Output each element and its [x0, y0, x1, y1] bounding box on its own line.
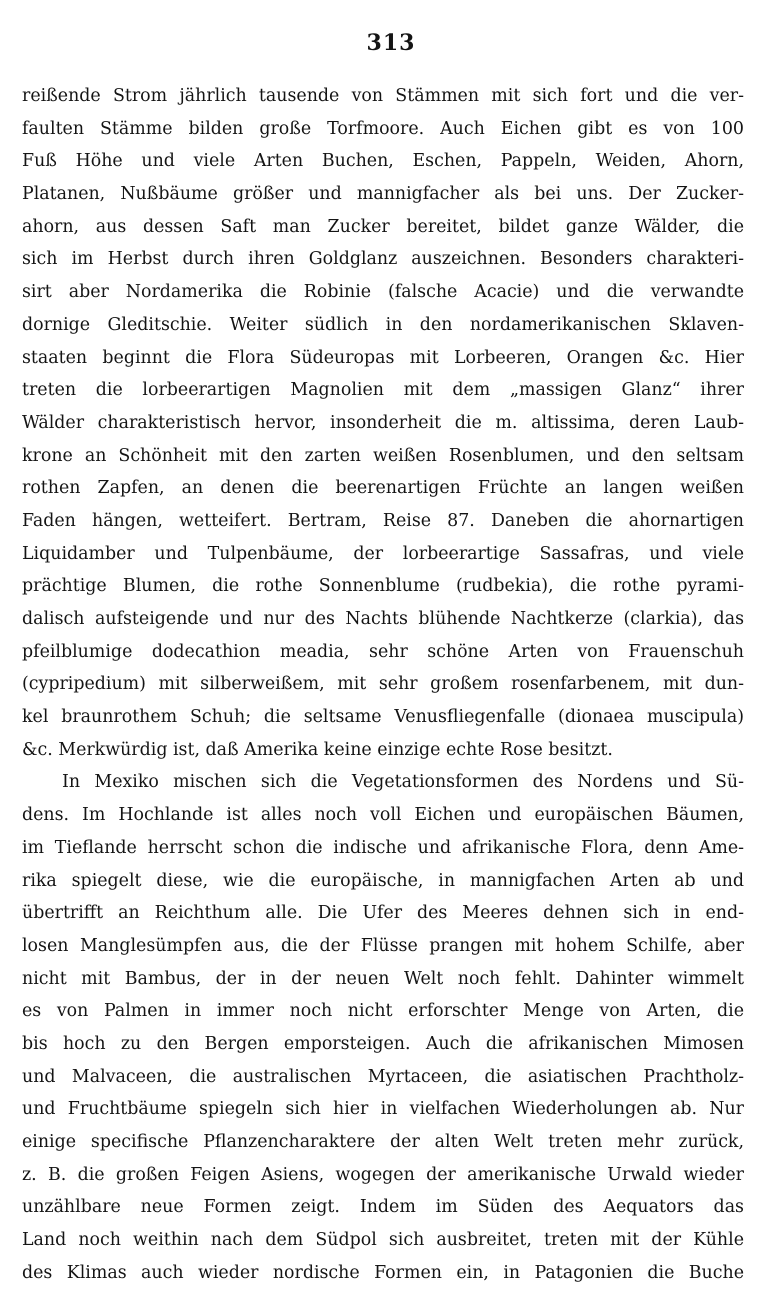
text-line: des Klimas auch wieder nordische Formen ein, in Patagonien die Buche: [22, 1262, 744, 1283]
text-line: sirt aber Nordamerika die Robinie (falsche Acacie) und die verwandte: [22, 282, 744, 303]
text-line: Faden hängen, wetteifert. Bertram, Reise 87. Daneben die ahornartigen: [22, 510, 744, 531]
text-line: treten die lorbeerartigen Magnolien mit dem „massigen Glanz“ ihrer: [22, 380, 744, 401]
text-line: unzählbare neue Formen zeigt. Indem im Süden des Aequators das: [22, 1197, 744, 1218]
text-line: Liquidamber und Tulpenbäume, der lorbeerartige Sassafras, und viele: [22, 543, 744, 564]
text-line: reißende Strom jährlich tausende von Stämmen mit sich fort und die ver-: [22, 86, 744, 106]
text-line: einige specifische Pflanzencharaktere der alten Welt treten mehr zurück,: [22, 1132, 744, 1152]
text-line: &c. Merkwürdig ist, daß Amerika keine einzige echte Rose besitzt.: [22, 739, 613, 760]
text-line: und Fruchtbäume spiegeln sich hier in vielfachen Wiederholungen ab. Nur: [22, 1099, 744, 1120]
text-line: ahorn, aus dessen Saft man Zucker bereitet, bildet ganze Wälder, die: [22, 216, 744, 237]
text-line: kel braunrothem Schuh; die seltsame Venusfliegenfalle (dionaea muscipula): [22, 707, 744, 728]
text-line: rothen Zapfen, an denen die beerenartigen Früchte an langen weißen: [22, 478, 744, 499]
text-line: faulten Stämme bilden große Torfmoore. Auch Eichen gibt es von 100: [22, 118, 744, 139]
text-line: dens. Im Hochlande ist alles noch voll Eichen und europäischen Bäumen,: [22, 805, 744, 826]
text-line: und Malvaceen, die australischen Myrtaceen, die asiatischen Prachtholz-: [22, 1066, 744, 1087]
text-line: Fuß Höhe und viele Arten Buchen, Eschen, Pappeln, Weiden, Ahorn,: [22, 151, 744, 172]
text-line: z. B. die großen Feigen Asiens, wogegen der amerikanische Urwald wieder: [22, 1164, 744, 1185]
page-number: 313: [366, 30, 416, 56]
text-line: im Tieflande herrscht schon die indische und afrikanische Flora, denn Ame-: [22, 837, 744, 858]
text-line: losen Manglesümpfen aus, die der Flüsse prangen mit hohem Schilfe, aber: [22, 935, 744, 956]
text-line: (cypripedium) mit silberweißem, mit sehr großem rosenfarbenem, mit dun-: [22, 674, 744, 695]
text-line: Platanen, Nußbäume größer und mannigfacher als bei uns. Der Zucker-: [22, 184, 744, 205]
text-line: In Mexiko mischen sich die Vegetationsformen des Nordens und Sü-: [62, 772, 744, 793]
text-line: prächtige Blumen, die rothe Sonnenblume (rudbekia), die rothe pyrami-: [22, 576, 744, 597]
text-line: dornige Gleditschie. Weiter südlich in den nordamerikanischen Sklaven-: [22, 314, 744, 335]
text-line: krone an Schönheit mit den zarten weißen Rosenblumen, und den seltsam: [22, 445, 744, 466]
text-line: Wälder charakteristisch hervor, insonderheit die m. altissima, deren Laub-: [22, 412, 744, 433]
text-line: rika spiegelt diese, wie die europäische, in mannigfachen Arten ab und: [22, 870, 744, 891]
text-line: Land noch weithin nach dem Südpol sich ausbreitet, treten mit der Kühle: [22, 1230, 744, 1251]
text-line: übertrifft an Reichthum alle. Die Ufer des Meeres dehnen sich in end-: [22, 903, 744, 924]
text-line: dalisch aufsteigende und nur des Nachts blühende Nachtkerze (clarkia), das: [22, 609, 744, 629]
text-line: bis hoch zu den Bergen emporsteigen. Auch die afrikanischen Mimosen: [22, 1033, 744, 1054]
text-line: pfeilblumige dodecathion meadia, sehr schöne Arten von Frauenschuh: [22, 641, 744, 662]
text-line: staaten beginnt die Flora Südeuropas mit Lorbeeren, Orangen &c. Hier: [22, 347, 744, 368]
text-line: sich im Herbst durch ihren Goldglanz auszeichnen. Besonders charakteri-: [22, 249, 744, 270]
body-text: [22, 80, 744, 1289]
text-line: es von Palmen in immer noch nicht erforschter Menge von Arten, die: [22, 1001, 744, 1022]
text-line: nicht mit Bambus, der in der neuen Welt noch fehlt. Dahinter wimmelt: [22, 968, 744, 989]
